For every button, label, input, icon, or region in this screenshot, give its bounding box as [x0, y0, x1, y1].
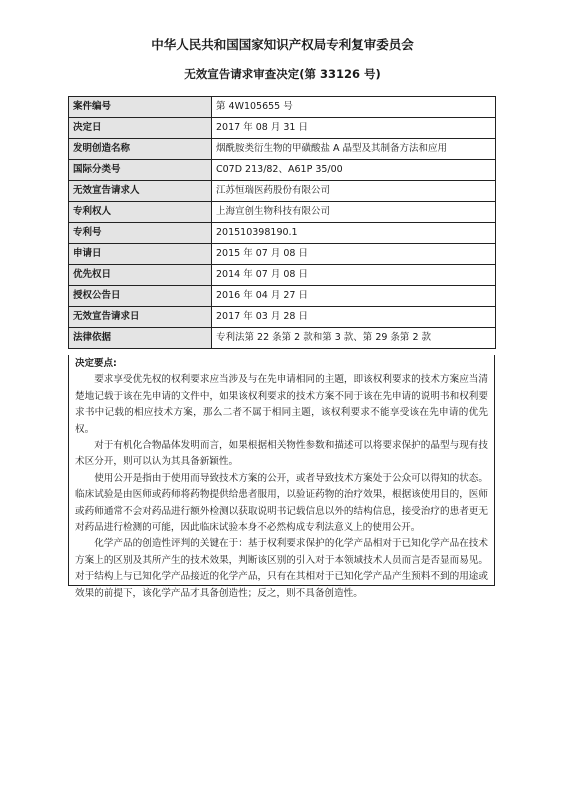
- document-title: 中华人民共和国国家知识产权局专利复审委员会: [151, 37, 414, 52]
- decision-paragraph: 要求享受优先权的权利要求应当涉及与在先申请相同的主题，即该权利要求的技术方案应当清楚地记载于该在先申请的文件中，如果该权利要求的技术方案不同于该在先申请的说明书和权利要求书中记载的相应技术方案，那么二者不属于相同主题，该权利要求不能享受该在先申请的优先权。: [75, 374, 488, 435]
- patentee-label: 专利权人: [69, 202, 212, 223]
- grant-date-value: 2016 年 04 月 27 日: [212, 286, 496, 307]
- table-row: [69, 160, 496, 181]
- table-row: [69, 265, 496, 286]
- table-row: [69, 307, 496, 328]
- case-number-label: 案件编号: [69, 97, 212, 118]
- table-row: [69, 223, 496, 244]
- decision-paragraph: 化学产品的创造性评判的关键在于：基于权利要求保护的化学产品相对于已知化学产品在技术方案上的区别及其所产生的技术效果，判断该区别的引入对于本领域技术人员而言是否显而易见。对于结构上与已知化学产品接近的化学产品，只有在其相对于已知化学产品产生预料不到的用途或效果的前提下，该化学产品才具备创造性；反之，则不具备创造性。: [75, 538, 488, 599]
- legal-basis-value: 专利法第 22 条第 2 款和第 3 款、第 29 条第 2 款: [212, 328, 496, 349]
- table-row: [69, 139, 496, 160]
- patent-number-label: 专利号: [69, 223, 212, 244]
- patent-number-value: 201510398190.1: [212, 223, 496, 244]
- table-row: [69, 97, 496, 118]
- decision-points-heading: 决定要点:: [75, 358, 117, 369]
- invention-name-value: 烟酰胺类衍生物的甲磺酸盐 A 晶型及其制备方法和应用: [212, 139, 496, 160]
- table-row: [69, 286, 496, 307]
- table-row: [69, 202, 496, 223]
- ipc-value: C07D 213/82、A61P 35/00: [212, 160, 496, 181]
- decision-paragraph: 使用公开是指由于使用而导致技术方案的公开，或者导致技术方案处于公众可以得知的状态。临床试验是由医师或药师将药物提供给患者服用，以验证药物的治疗效果，根据该使用目的，医师或药师通常不会对药品进行额外检测以获取说明书记载信息以外的结构信息，接受治疗的患者更无对药品进行检测的可能，因此临床试验本身不必然构成专利法意义上的使用公开。: [75, 472, 488, 534]
- request-date-label: 无效宣告请求日: [69, 307, 212, 328]
- filing-date-value: 2015 年 07 月 08 日: [212, 244, 496, 265]
- request-date-value: 2017 年 03 月 28 日: [212, 307, 496, 328]
- invention-name-label: 发明创造名称: [69, 139, 212, 160]
- legal-basis-label: 法律依据: [69, 328, 212, 349]
- table-row: [69, 328, 496, 349]
- patentee-value: 上海宣创生物科技有限公司: [212, 202, 496, 223]
- table-row: [69, 181, 496, 202]
- case-info-table: [68, 96, 496, 349]
- decision-date-value: 2017 年 08 月 31 日: [212, 118, 496, 139]
- priority-date-value: 2014 年 07 月 08 日: [212, 265, 496, 286]
- decision-date-label: 决定日: [69, 118, 212, 139]
- petitioner-value: 江苏恒瑞医药股份有限公司: [212, 181, 496, 202]
- table-row: [69, 244, 496, 265]
- grant-date-label: 授权公告日: [69, 286, 212, 307]
- decision-points-box: [68, 355, 495, 599]
- table-row: [69, 118, 496, 139]
- petitioner-label: 无效宣告请求人: [69, 181, 212, 202]
- priority-date-label: 优先权日: [69, 265, 212, 286]
- decision-paragraph: 对于有机化合物晶体发明而言，如果根据相关物性参数和描述可以将要求保护的晶型与现有技术区分开，则可以认为其具备新颖性。: [75, 440, 488, 468]
- case-number-value: 第 4W105655 号: [212, 97, 496, 118]
- ipc-label: 国际分类号: [69, 160, 212, 181]
- filing-date-label: 申请日: [69, 244, 212, 265]
- document-subtitle: 无效宣告请求审查决定(第 33126 号): [184, 67, 381, 81]
